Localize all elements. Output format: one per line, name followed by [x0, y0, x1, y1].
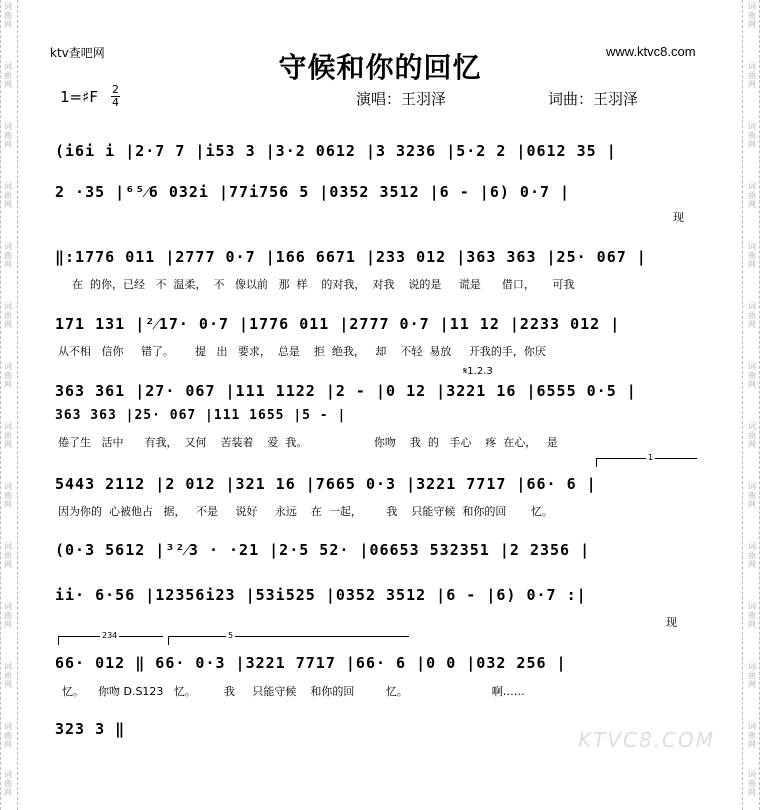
- segno-marker: 𝄋1.2.3: [463, 366, 493, 377]
- side-watermark: 词曲网: [4, 770, 12, 797]
- side-watermark: 词曲网: [4, 722, 12, 749]
- second-ending-number: 234: [102, 631, 118, 640]
- side-watermark: 词曲网: [748, 542, 756, 569]
- bottom-watermark: KTVC8.COM: [578, 728, 716, 752]
- side-watermark: 词曲网: [4, 122, 12, 149]
- side-watermark: 词曲网: [4, 62, 12, 89]
- score-line: 363 361 |27· 067 |111 1122 |2 - |0 12 |3221 16 |6555 0·5 |: [55, 382, 637, 400]
- first-ending-number: 1: [648, 453, 654, 462]
- side-watermark: 词曲网: [748, 770, 756, 797]
- composer-credit: 词曲：王羽泽: [548, 90, 639, 108]
- side-watermark: 词曲网: [748, 422, 756, 449]
- side-watermark: 词曲网: [748, 602, 756, 629]
- side-watermark: 词曲网: [4, 542, 12, 569]
- lyric-line: 从不相 信你 错了。 提 出 要求， 总是 拒 绝我， 却 不轻 易放 开我的手，你厌: [58, 345, 546, 358]
- score-line: 171 131 |²⁄17· 0·7 |1776 011 |2777 0·7 |11 12 |2233 012 |: [55, 315, 621, 333]
- site-url[interactable]: www.ktvc8.com: [606, 44, 696, 59]
- site-name-left: ktv查吧网: [50, 46, 105, 60]
- meter-bottom: 4: [112, 96, 119, 109]
- lyric-line: 现: [666, 616, 677, 629]
- side-watermark: 词曲网: [748, 722, 756, 749]
- meter-top: 2: [112, 83, 119, 96]
- lyric-line: 因为你的 心被他占 据， 不是 说好 永远 在 一起， 我 只能守候 和你的回 忆。: [58, 505, 553, 518]
- side-watermark: 词曲网: [748, 302, 756, 329]
- side-watermark: 词曲网: [748, 662, 756, 689]
- side-watermark: 词曲网: [748, 182, 756, 209]
- side-watermark: 词曲网: [748, 362, 756, 389]
- side-watermark: 词曲网: [4, 2, 12, 29]
- key-signature: 1=♯F: [60, 88, 98, 106]
- lyric-line: 忆。 你吻 D.S123 忆。 我 只能守候 和你的回 忆。 啊……: [62, 685, 525, 698]
- score-line: (i6i i |2·7 7 |i53 3 |3·2 0612 |3 3236 |5·2 2 |0612 35 |: [55, 142, 617, 160]
- side-watermark: 词曲网: [748, 62, 756, 89]
- lyric-line: 现: [673, 211, 684, 224]
- side-watermark: 词曲网: [4, 302, 12, 329]
- score-line: 323 3 ‖: [55, 720, 126, 738]
- score-line: (0·3 5612 |³²⁄3 · ·21 |2·5 52· |06653 532351 |2 2356 |: [55, 541, 591, 559]
- singer-credit: 演唱：王羽泽: [356, 90, 447, 108]
- side-watermark: 词曲网: [748, 242, 756, 269]
- side-watermark: 词曲网: [4, 482, 12, 509]
- side-watermark: 词曲网: [4, 422, 12, 449]
- score-line: 5443 2112 |2 012 |321 16 |7665 0·3 |3221 7717 |66· 6 |: [55, 475, 597, 493]
- song-title: 守候和你的回忆: [278, 51, 482, 84]
- third-ending-number: 5: [228, 631, 234, 640]
- side-watermark: 词曲网: [748, 482, 756, 509]
- side-watermark: 词曲网: [748, 2, 756, 29]
- third-ending-bracket: [168, 636, 409, 645]
- score-line: ‖:1776 011 |2777 0·7 |166 6671 |233 012 |363 363 |25· 067 |: [55, 248, 647, 266]
- lyric-line: 在 的你，已经 不 温柔， 不 像以前 那 样 的对我， 对我 说的是 谎是 借口， 可我: [72, 278, 575, 291]
- score-line: 66· 012 ‖ 66· 0·3 |3221 7717 |66· 6 |0 0 |032 256 |: [55, 654, 567, 672]
- side-watermark: 词曲网: [4, 662, 12, 689]
- side-watermark: 词曲网: [748, 122, 756, 149]
- time-signature: [111, 84, 120, 109]
- lyric-line: 倦了生 活中 有我， 又何 苦装着 爱 我。 你吻 我 的 手心 疼 在心， 是: [58, 436, 558, 449]
- side-watermark: 词曲网: [4, 182, 12, 209]
- side-watermark: 词曲网: [4, 602, 12, 629]
- score-line-alternate: 363 363 |25· 067 |111 1655 |5 - |: [55, 408, 347, 423]
- score-line: 2 ·35 |⁶⁵⁄6 032i |77i756 5 |0352 3512 |6 - |6) 0·7 |: [55, 183, 571, 201]
- score-line: ii· 6·56 |12356i23 |53i525 |0352 3512 |6 - |6) 0·7 :|: [55, 586, 587, 604]
- side-watermark: 词曲网: [4, 242, 12, 269]
- side-watermark: 词曲网: [4, 362, 12, 389]
